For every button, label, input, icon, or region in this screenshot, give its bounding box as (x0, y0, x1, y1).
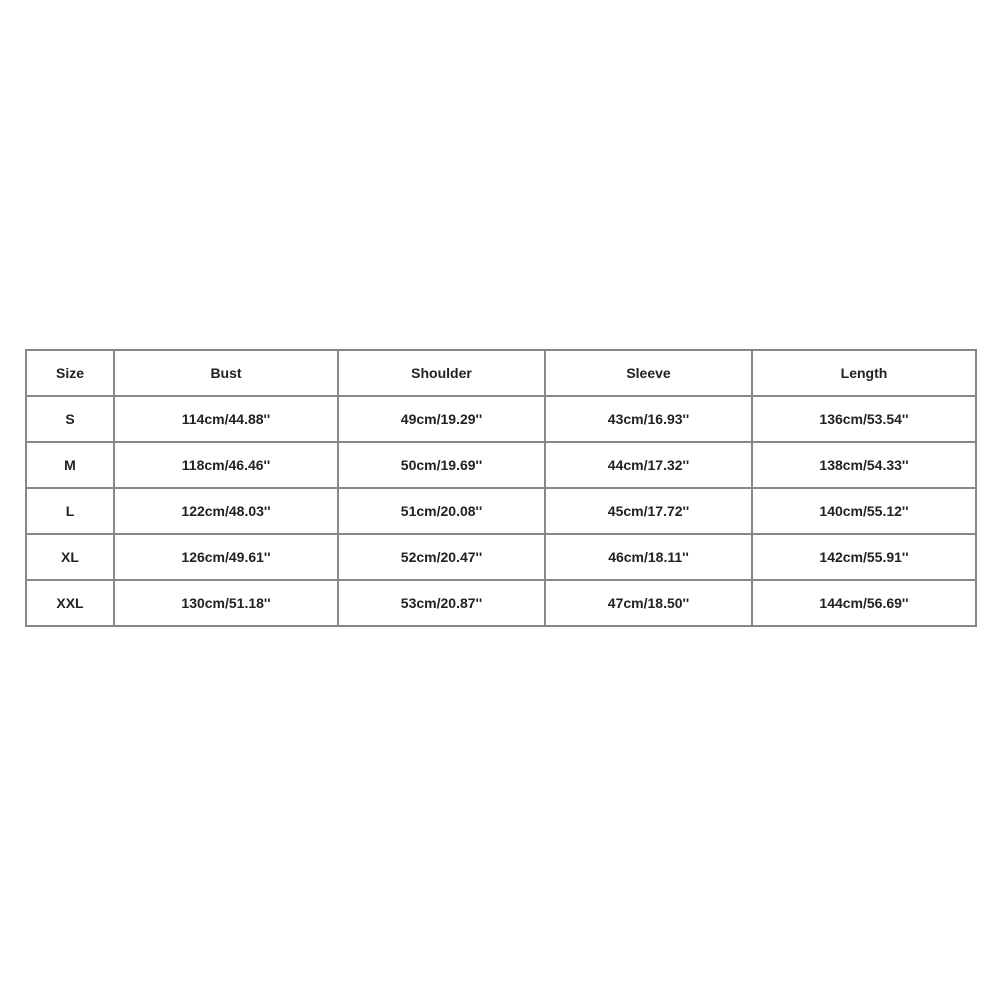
size-cell: M (26, 442, 114, 488)
header-shoulder: Shoulder (338, 350, 545, 396)
table-row (26, 580, 976, 626)
shoulder-cell: 51cm/20.08'' (338, 488, 545, 534)
sleeve-cell: 43cm/16.93'' (545, 396, 752, 442)
bust-cell: 114cm/44.88'' (114, 396, 338, 442)
length-cell: 142cm/55.91'' (752, 534, 976, 580)
shoulder-cell: 52cm/20.47'' (338, 534, 545, 580)
size-cell: XL (26, 534, 114, 580)
shoulder-cell: 53cm/20.87'' (338, 580, 545, 626)
size-cell: XXL (26, 580, 114, 626)
sleeve-cell: 46cm/18.11'' (545, 534, 752, 580)
size-cell: S (26, 396, 114, 442)
shoulder-cell: 49cm/19.29'' (338, 396, 545, 442)
bust-cell: 126cm/49.61'' (114, 534, 338, 580)
length-cell: 140cm/55.12'' (752, 488, 976, 534)
shoulder-cell: 50cm/19.69'' (338, 442, 545, 488)
table-row (26, 488, 976, 534)
header-size: Size (26, 350, 114, 396)
sleeve-cell: 45cm/17.72'' (545, 488, 752, 534)
bust-cell: 118cm/46.46'' (114, 442, 338, 488)
length-cell: 136cm/53.54'' (752, 396, 976, 442)
length-cell: 144cm/56.69'' (752, 580, 976, 626)
bust-cell: 130cm/51.18'' (114, 580, 338, 626)
header-length: Length (752, 350, 976, 396)
size-cell: L (26, 488, 114, 534)
table-row (26, 442, 976, 488)
table-row (26, 396, 976, 442)
length-cell: 138cm/54.33'' (752, 442, 976, 488)
header-bust: Bust (114, 350, 338, 396)
header-row (26, 350, 976, 396)
table-row (26, 534, 976, 580)
sleeve-cell: 44cm/17.32'' (545, 442, 752, 488)
header-sleeve: Sleeve (545, 350, 752, 396)
size-chart-table (25, 349, 977, 627)
sleeve-cell: 47cm/18.50'' (545, 580, 752, 626)
bust-cell: 122cm/48.03'' (114, 488, 338, 534)
